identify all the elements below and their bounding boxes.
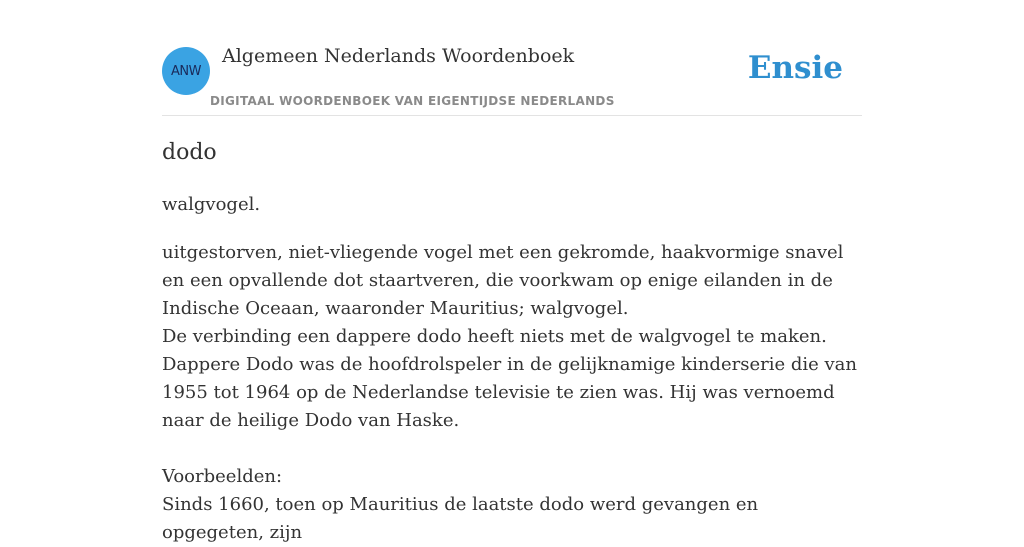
page-title: dodo [162, 140, 217, 165]
entry-definition-block [162, 239, 862, 547]
entry-note: De verbinding een dappere dodo heeft niets met de walgvogel te maken. Dappere Dodo was de hoofdrolspeler in de gelijknamige kinderserie die van 1955 tot 1964 op de Nederlandse televisie te zien was. Hij was vernoemd naar de heilige Dodo van Haske. [162, 326, 857, 431]
anw-logo[interactable] [162, 47, 210, 95]
content-container [162, 0, 862, 543]
site-header [162, 0, 862, 116]
spacer [162, 435, 862, 463]
logo-text: ANW [171, 63, 201, 79]
site-title[interactable]: Algemeen Nederlands Woordenboek [222, 45, 575, 67]
ensie-brand-logo[interactable]: Ensie [747, 50, 843, 86]
site-subtitle: DIGITAAL WOORDENBOEK VAN EIGENTIJDSE NEDERLANDS [210, 94, 615, 108]
entry-definition: uitgestorven, niet-vliegende vogel met een gekromde, haakvormige snavel en een opvallende dot staartveren, die voorkwam op enige eilanden in de Indische Oceaan, waaronder Mauritius; walgvogel. [162, 242, 844, 319]
examples-label: Voorbeelden: [162, 466, 283, 487]
entry-synonym: walgvogel. [162, 194, 261, 215]
example-item: Sinds 1660, toen op Mauritius de laatste dodo werd gevangen en opgegeten, zijn [162, 494, 759, 543]
